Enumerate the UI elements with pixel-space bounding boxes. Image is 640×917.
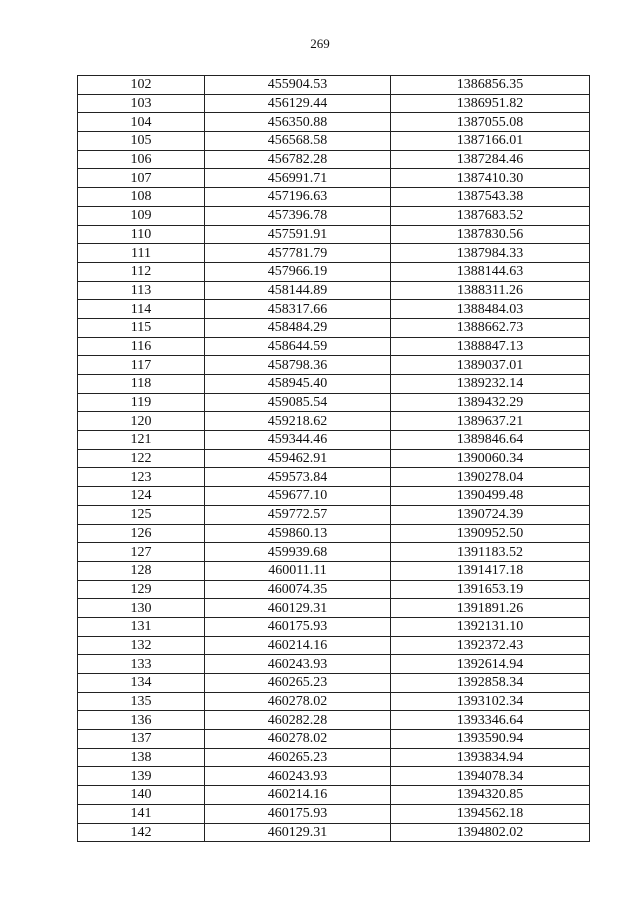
table-row	[78, 76, 590, 95]
x-coordinate-cell: 459344.46	[205, 431, 391, 450]
point-number-cell: 106	[78, 150, 205, 169]
x-coordinate-cell: 460129.31	[205, 823, 391, 842]
x-coordinate-cell: 456568.58	[205, 132, 391, 151]
point-number-cell: 133	[78, 655, 205, 674]
table-row	[78, 449, 590, 468]
x-coordinate-cell: 458945.40	[205, 375, 391, 394]
table-row	[78, 262, 590, 281]
table-row	[78, 823, 590, 842]
y-coordinate-cell: 1386951.82	[391, 94, 590, 113]
y-coordinate-cell: 1388311.26	[391, 281, 590, 300]
y-coordinate-cell: 1389846.64	[391, 431, 590, 450]
point-number-cell: 119	[78, 393, 205, 412]
table-row	[78, 132, 590, 151]
table-row	[78, 337, 590, 356]
y-coordinate-cell: 1391183.52	[391, 543, 590, 562]
x-coordinate-cell: 460278.02	[205, 692, 391, 711]
y-coordinate-cell: 1392858.34	[391, 674, 590, 693]
point-number-cell: 141	[78, 804, 205, 823]
y-coordinate-cell: 1390060.34	[391, 449, 590, 468]
table-row	[78, 468, 590, 487]
point-number-cell: 123	[78, 468, 205, 487]
point-number-cell: 102	[78, 76, 205, 95]
x-coordinate-cell: 460214.16	[205, 786, 391, 805]
x-coordinate-cell: 459772.57	[205, 505, 391, 524]
x-coordinate-cell: 460214.16	[205, 636, 391, 655]
table-row	[78, 655, 590, 674]
table-row	[78, 711, 590, 730]
y-coordinate-cell: 1391417.18	[391, 561, 590, 580]
point-number-cell: 129	[78, 580, 205, 599]
point-number-cell: 105	[78, 132, 205, 151]
x-coordinate-cell: 457196.63	[205, 188, 391, 207]
point-number-cell: 135	[78, 692, 205, 711]
table-row	[78, 561, 590, 580]
y-coordinate-cell: 1390952.50	[391, 524, 590, 543]
x-coordinate-cell: 458144.89	[205, 281, 391, 300]
y-coordinate-cell: 1394320.85	[391, 786, 590, 805]
x-coordinate-cell: 456991.71	[205, 169, 391, 188]
point-number-cell: 113	[78, 281, 205, 300]
point-number-cell: 128	[78, 561, 205, 580]
table-row	[78, 225, 590, 244]
x-coordinate-cell: 458484.29	[205, 318, 391, 337]
table-body	[78, 76, 590, 842]
y-coordinate-cell: 1391653.19	[391, 580, 590, 599]
point-number-cell: 104	[78, 113, 205, 132]
x-coordinate-cell: 458644.59	[205, 337, 391, 356]
point-number-cell: 112	[78, 262, 205, 281]
x-coordinate-cell: 460175.93	[205, 617, 391, 636]
y-coordinate-cell: 1388662.73	[391, 318, 590, 337]
table-row	[78, 692, 590, 711]
table-row	[78, 767, 590, 786]
x-coordinate-cell: 460011.11	[205, 561, 391, 580]
table-row	[78, 318, 590, 337]
point-number-cell: 109	[78, 206, 205, 225]
point-number-cell: 114	[78, 300, 205, 319]
y-coordinate-cell: 1394562.18	[391, 804, 590, 823]
y-coordinate-cell: 1393346.64	[391, 711, 590, 730]
x-coordinate-cell: 457591.91	[205, 225, 391, 244]
table-row	[78, 281, 590, 300]
x-coordinate-cell: 456782.28	[205, 150, 391, 169]
y-coordinate-cell: 1388484.03	[391, 300, 590, 319]
table-row	[78, 748, 590, 767]
table-row	[78, 524, 590, 543]
x-coordinate-cell: 460282.28	[205, 711, 391, 730]
x-coordinate-cell: 459860.13	[205, 524, 391, 543]
table-row	[78, 599, 590, 618]
y-coordinate-cell: 1392131.10	[391, 617, 590, 636]
point-number-cell: 110	[78, 225, 205, 244]
table-row	[78, 113, 590, 132]
table-row	[78, 150, 590, 169]
point-number-cell: 142	[78, 823, 205, 842]
y-coordinate-cell: 1387830.56	[391, 225, 590, 244]
table-row	[78, 375, 590, 394]
table-row	[78, 206, 590, 225]
x-coordinate-cell: 457781.79	[205, 244, 391, 263]
x-coordinate-cell: 460265.23	[205, 748, 391, 767]
point-number-cell: 130	[78, 599, 205, 618]
table-row	[78, 617, 590, 636]
point-number-cell: 124	[78, 487, 205, 506]
x-coordinate-cell: 456129.44	[205, 94, 391, 113]
point-number-cell: 121	[78, 431, 205, 450]
point-number-cell: 111	[78, 244, 205, 263]
y-coordinate-cell: 1393834.94	[391, 748, 590, 767]
point-number-cell: 115	[78, 318, 205, 337]
x-coordinate-cell: 460278.02	[205, 730, 391, 749]
x-coordinate-cell: 460243.93	[205, 655, 391, 674]
point-number-cell: 138	[78, 748, 205, 767]
point-number-cell: 126	[78, 524, 205, 543]
y-coordinate-cell: 1389432.29	[391, 393, 590, 412]
x-coordinate-cell: 460129.31	[205, 599, 391, 618]
point-number-cell: 107	[78, 169, 205, 188]
y-coordinate-cell: 1390724.39	[391, 505, 590, 524]
point-number-cell: 137	[78, 730, 205, 749]
y-coordinate-cell: 1387410.30	[391, 169, 590, 188]
y-coordinate-cell: 1387055.08	[391, 113, 590, 132]
y-coordinate-cell: 1394802.02	[391, 823, 590, 842]
point-number-cell: 103	[78, 94, 205, 113]
point-number-cell: 120	[78, 412, 205, 431]
point-number-cell: 122	[78, 449, 205, 468]
table-row	[78, 169, 590, 188]
y-coordinate-cell: 1392372.43	[391, 636, 590, 655]
x-coordinate-cell: 460074.35	[205, 580, 391, 599]
table-row	[78, 188, 590, 207]
y-coordinate-cell: 1387166.01	[391, 132, 590, 151]
table-row	[78, 674, 590, 693]
point-number-cell: 140	[78, 786, 205, 805]
y-coordinate-cell: 1387284.46	[391, 150, 590, 169]
x-coordinate-cell: 459677.10	[205, 487, 391, 506]
table-row	[78, 786, 590, 805]
y-coordinate-cell: 1387543.38	[391, 188, 590, 207]
table-row	[78, 636, 590, 655]
point-number-cell: 134	[78, 674, 205, 693]
y-coordinate-cell: 1393102.34	[391, 692, 590, 711]
table-row	[78, 244, 590, 263]
y-coordinate-cell: 1394078.34	[391, 767, 590, 786]
x-coordinate-cell: 455904.53	[205, 76, 391, 95]
y-coordinate-cell: 1388144.63	[391, 262, 590, 281]
x-coordinate-cell: 460265.23	[205, 674, 391, 693]
y-coordinate-cell: 1387683.52	[391, 206, 590, 225]
y-coordinate-cell: 1386856.35	[391, 76, 590, 95]
table-row	[78, 356, 590, 375]
x-coordinate-cell: 460243.93	[205, 767, 391, 786]
x-coordinate-cell: 457396.78	[205, 206, 391, 225]
point-number-cell: 116	[78, 337, 205, 356]
y-coordinate-cell: 1389037.01	[391, 356, 590, 375]
page-number: 269	[310, 36, 330, 51]
table-row	[78, 487, 590, 506]
table-row	[78, 543, 590, 562]
x-coordinate-cell: 460175.93	[205, 804, 391, 823]
point-number-cell: 118	[78, 375, 205, 394]
table-row	[78, 580, 590, 599]
y-coordinate-cell: 1389637.21	[391, 412, 590, 431]
x-coordinate-cell: 459573.84	[205, 468, 391, 487]
y-coordinate-cell: 1389232.14	[391, 375, 590, 394]
y-coordinate-cell: 1391891.26	[391, 599, 590, 618]
y-coordinate-cell: 1390499.48	[391, 487, 590, 506]
x-coordinate-cell: 459939.68	[205, 543, 391, 562]
point-number-cell: 117	[78, 356, 205, 375]
coordinate-table	[77, 75, 590, 842]
table-row	[78, 393, 590, 412]
point-number-cell: 108	[78, 188, 205, 207]
y-coordinate-cell: 1393590.94	[391, 730, 590, 749]
x-coordinate-cell: 459085.54	[205, 393, 391, 412]
point-number-cell: 132	[78, 636, 205, 655]
table-row	[78, 300, 590, 319]
table-row	[78, 804, 590, 823]
x-coordinate-cell: 456350.88	[205, 113, 391, 132]
point-number-cell: 131	[78, 617, 205, 636]
point-number-cell: 139	[78, 767, 205, 786]
table-row	[78, 730, 590, 749]
point-number-cell: 127	[78, 543, 205, 562]
point-number-cell: 125	[78, 505, 205, 524]
x-coordinate-cell: 457966.19	[205, 262, 391, 281]
table-row	[78, 505, 590, 524]
x-coordinate-cell: 458317.66	[205, 300, 391, 319]
y-coordinate-cell: 1390278.04	[391, 468, 590, 487]
y-coordinate-cell: 1392614.94	[391, 655, 590, 674]
y-coordinate-cell: 1387984.33	[391, 244, 590, 263]
table-row	[78, 94, 590, 113]
point-number-cell: 136	[78, 711, 205, 730]
table-row	[78, 412, 590, 431]
x-coordinate-cell: 459218.62	[205, 412, 391, 431]
y-coordinate-cell: 1388847.13	[391, 337, 590, 356]
table-row	[78, 431, 590, 450]
x-coordinate-cell: 458798.36	[205, 356, 391, 375]
x-coordinate-cell: 459462.91	[205, 449, 391, 468]
